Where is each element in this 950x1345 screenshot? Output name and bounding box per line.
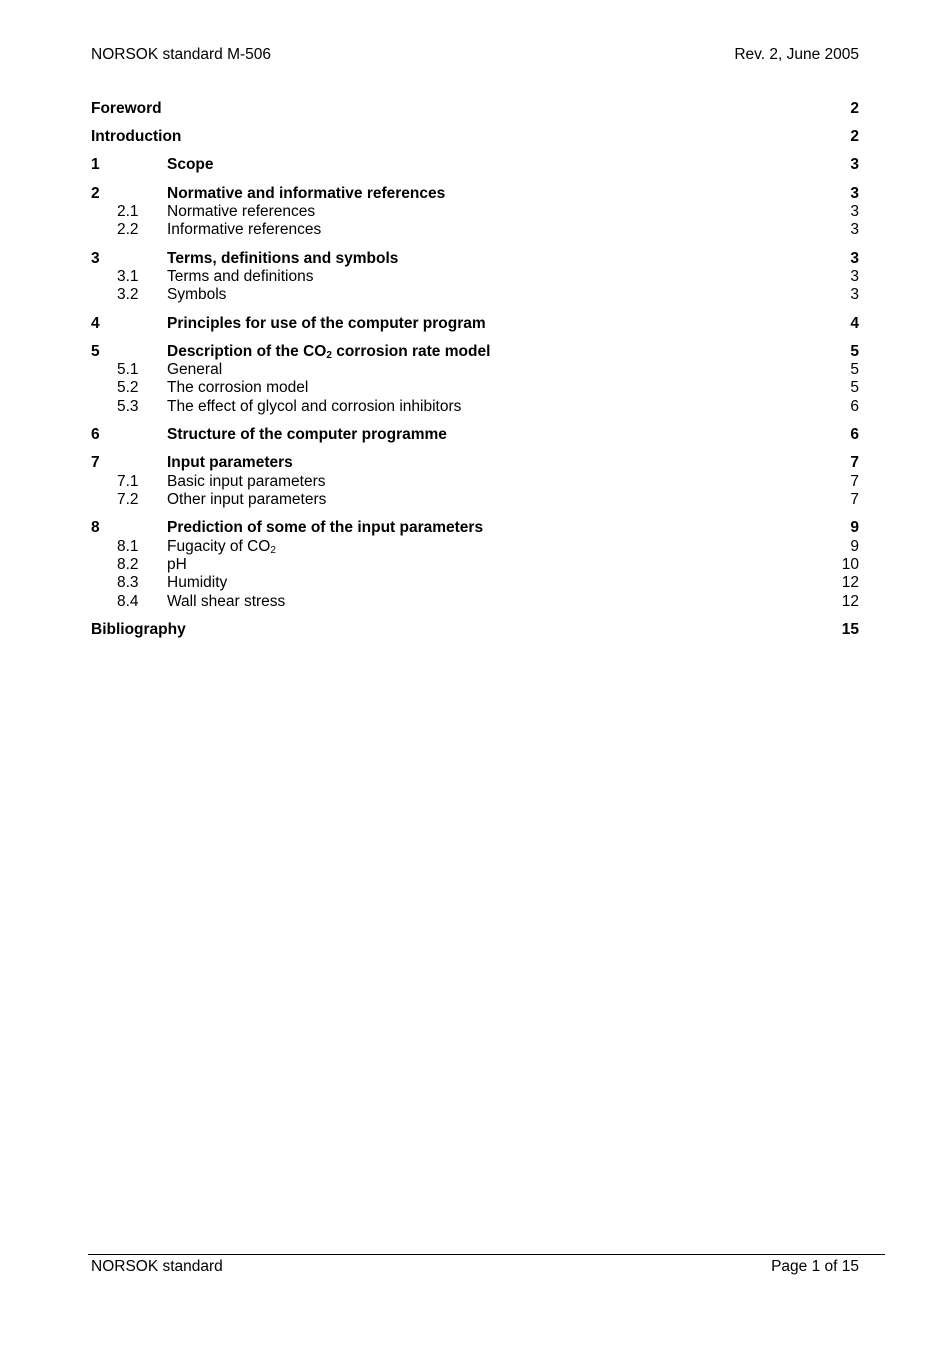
toc-entry-title: Informative references (167, 221, 322, 239)
toc-entry-title: Principles for use of the computer program (167, 314, 486, 332)
subscript: 2 (270, 544, 276, 556)
toc-entry-page: 3 (850, 286, 859, 304)
toc-entry-corrosion-model[interactable] (91, 379, 859, 397)
toc-entry-title: Prediction of some of the input parameters (167, 519, 484, 537)
toc-entry-page: 9 (850, 519, 859, 537)
toc-entry-page: 3 (850, 267, 859, 285)
toc-entry-title: Other input parameters (167, 491, 327, 509)
toc-entry-number: 8.3 (117, 574, 139, 592)
toc-entry-page: 3 (850, 156, 859, 174)
title-text: Fugacity of CO (167, 537, 271, 555)
toc-entry-number: 1 (91, 156, 100, 174)
toc-entry-glycol-inhibitors[interactable] (91, 398, 859, 416)
toc-entry-principles[interactable] (91, 315, 859, 333)
toc-entry-number: 7.2 (117, 491, 139, 509)
toc-entry-number: 3 (91, 249, 100, 267)
toc-entry-title: Terms and definitions (167, 267, 314, 285)
toc-entry-page: 10 (841, 555, 859, 573)
toc-entry-page: 5 (850, 361, 859, 379)
toc-entry-page: 7 (850, 491, 859, 509)
toc-entry-basic-input[interactable] (91, 473, 859, 491)
toc-entry-fugacity[interactable] (91, 538, 859, 556)
toc-entry-title: Foreword (91, 100, 162, 117)
toc-entry-number: 7 (91, 454, 100, 472)
toc-entry-title: Normative and informative references (167, 184, 446, 202)
toc-entry-informative-references[interactable] (91, 221, 859, 239)
toc-entry-title: Basic input parameters (167, 472, 326, 490)
toc-entry-co2-model[interactable] (91, 343, 859, 361)
footer-standard-name: NORSOK standard (91, 1258, 223, 1275)
toc-entry-title: Input parameters (167, 454, 293, 472)
toc-entry-number: 3.2 (117, 286, 139, 304)
toc-entry-general[interactable] (91, 361, 859, 379)
toc-entry-page: 5 (850, 342, 859, 360)
header-revision: Rev. 2, June 2005 (734, 46, 859, 63)
toc-entry-number: 4 (91, 314, 100, 332)
toc-entry-page: 12 (841, 574, 859, 592)
toc-entry-page: 6 (850, 426, 859, 444)
toc-entry-prediction[interactable] (91, 519, 859, 537)
page-footer (91, 1258, 859, 1276)
toc-entry-title: Symbols (167, 286, 227, 304)
toc-entry-ph[interactable] (91, 556, 859, 574)
toc-entry-page: 2 (850, 100, 859, 117)
header-document-title: NORSOK standard M-506 (91, 46, 272, 63)
toc-entry-title: General (167, 361, 223, 379)
toc-entry-page: 3 (850, 249, 859, 267)
toc-entry-number: 6 (91, 426, 100, 444)
subscript: 2 (326, 349, 332, 361)
toc-entry-page: 7 (850, 454, 859, 472)
toc-entry-number: 3.1 (117, 267, 139, 285)
toc-entry-number: 5.3 (117, 397, 139, 415)
toc-entry-title: Structure of the computer programme (167, 426, 447, 444)
toc-entry-input-parameters[interactable] (91, 454, 859, 472)
toc-entry-program-structure[interactable] (91, 426, 859, 444)
toc-entry-page: 15 (841, 620, 859, 638)
page-header (91, 46, 859, 66)
toc-entry-title: pH (167, 555, 187, 573)
toc-entry-title: Scope (167, 156, 214, 174)
toc-entry-number: 5 (91, 342, 100, 360)
toc-entry-symbols[interactable] (91, 286, 859, 304)
toc-entry-number: 2.2 (117, 221, 139, 239)
toc-entry-number: 8.1 (117, 537, 139, 555)
toc-entry-title: Wall shear stress (167, 592, 286, 610)
toc-entry-page: 3 (850, 202, 859, 220)
toc-entry-normative-references[interactable] (91, 203, 859, 221)
toc-entry-number: 8.4 (117, 592, 139, 610)
toc-entry-number: 7.1 (117, 472, 139, 490)
title-text: Description of the CO (167, 342, 327, 360)
toc-entry-title: The effect of glycol and corrosion inhibitors (167, 397, 462, 415)
toc-entry-number: 8.2 (117, 555, 139, 573)
table-of-contents (91, 100, 859, 639)
toc-entry-terms[interactable] (91, 250, 859, 268)
toc-entry-page: 7 (850, 472, 859, 490)
toc-entry-references[interactable] (91, 185, 859, 203)
toc-entry-terms-and-definitions[interactable] (91, 268, 859, 286)
toc-entry-title (167, 538, 276, 556)
toc-entry-page: 2 (850, 128, 859, 146)
toc-entry-page: 9 (850, 537, 859, 555)
toc-entry-title: Normative references (167, 202, 316, 220)
toc-entry-title: The corrosion model (167, 379, 309, 397)
toc-entry-number: 2 (91, 184, 100, 202)
toc-entry-number: 5.2 (117, 379, 139, 397)
title-text: corrosion rate model (331, 342, 491, 360)
toc-entry-title: Terms, definitions and symbols (167, 249, 399, 267)
toc-entry-number: 2.1 (117, 202, 139, 220)
toc-entry-page: 4 (850, 314, 859, 332)
toc-entry-bibliography[interactable] (91, 621, 859, 639)
toc-entry-page: 3 (850, 221, 859, 239)
toc-entry-page: 3 (850, 184, 859, 202)
footer-page-number: Page 1 of 15 (771, 1258, 859, 1275)
toc-entry-foreword[interactable] (91, 100, 859, 118)
toc-entry-wall-shear-stress[interactable] (91, 593, 859, 611)
toc-entry-title: Bibliography (91, 620, 186, 638)
toc-entry-title: Introduction (91, 128, 182, 146)
toc-entry-humidity[interactable] (91, 574, 859, 592)
toc-entry-scope[interactable] (91, 156, 859, 174)
toc-entry-number: 8 (91, 519, 100, 537)
toc-entry-title: Humidity (167, 574, 228, 592)
footer-divider (88, 1254, 885, 1255)
toc-entry-page: 5 (850, 379, 859, 397)
toc-entry-page: 6 (850, 397, 859, 415)
toc-entry-title (167, 343, 490, 361)
toc-entry-page: 12 (841, 592, 859, 610)
toc-entry-introduction[interactable] (91, 128, 859, 146)
toc-entry-other-input[interactable] (91, 491, 859, 509)
toc-entry-number: 5.1 (117, 361, 139, 379)
